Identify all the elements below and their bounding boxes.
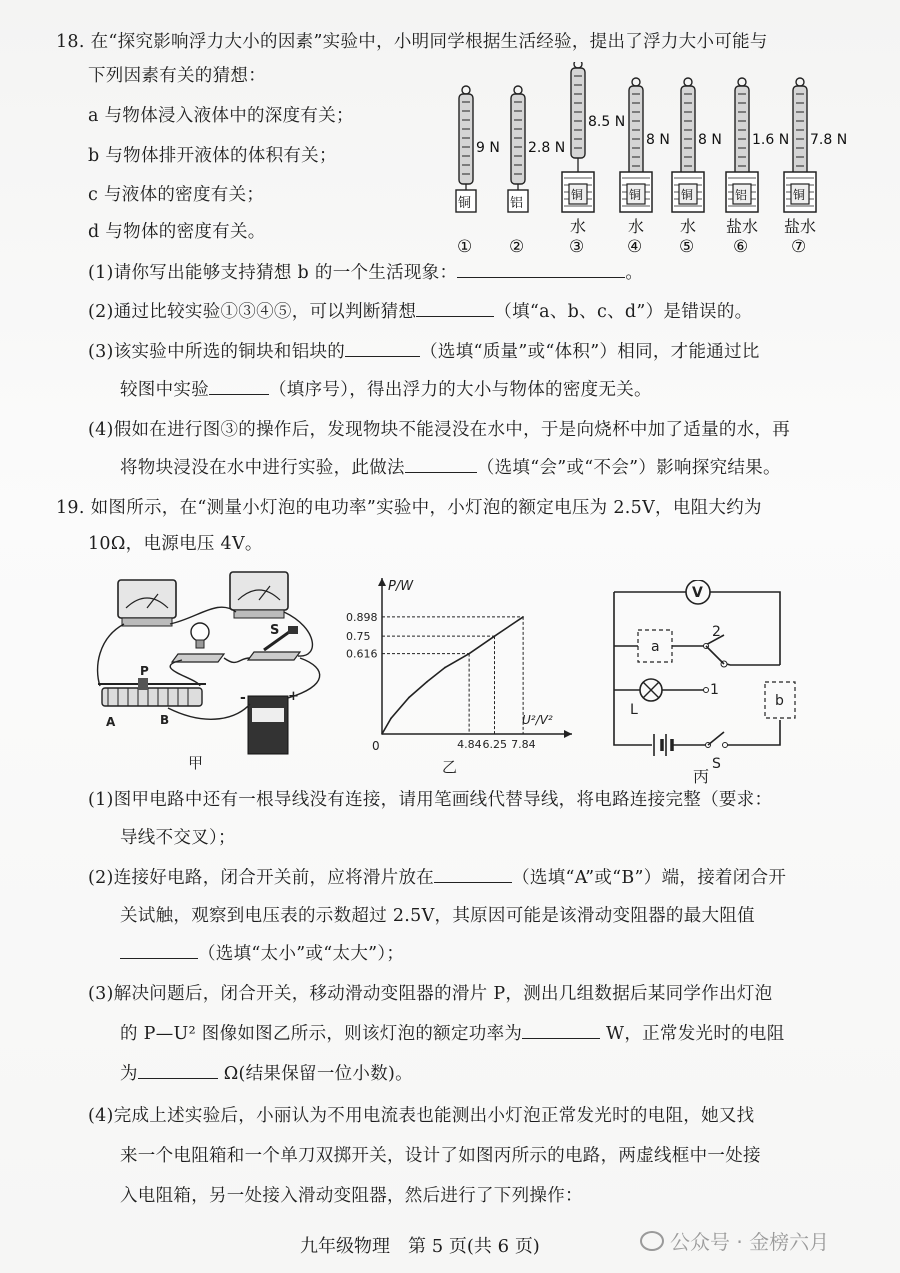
battery-minus-label: - [240, 690, 246, 706]
scale-hook-top [738, 78, 746, 86]
q18-header: 18. 在“探究影响浮力大小的因素”实验中，小明同学根据生活经验，提出了浮力大小可能与 [56, 32, 768, 52]
y-axis-arrow [378, 578, 386, 586]
spring-scale-6 [726, 78, 789, 257]
q19-part2: (2)连接好电路，闭合开关前，应将滑片放在 （选填“A”或“B”）端，接着闭合开 [88, 868, 787, 888]
terminal-b-label: B [160, 713, 170, 727]
x-tick-label: 7.84 [511, 738, 536, 751]
q18-hypothesis-d: d 与物体的密度有关。 [88, 222, 266, 242]
scale-hook-top [574, 62, 582, 68]
voltmeter-symbol-icon [686, 580, 710, 604]
switch-label: S [270, 623, 280, 638]
lamp-icon [172, 623, 224, 662]
experiment-number: ④ [627, 237, 643, 257]
scale-hook-top [462, 86, 470, 94]
data-point [408, 697, 410, 699]
scale-hook-top [796, 78, 804, 86]
q19-part4-cont: 来一个电阻箱和一个单刀双掷开关，设计了如图丙所示的电路，两虚线框中一处接 [120, 1146, 761, 1166]
lamp-label: L [630, 702, 638, 718]
data-point [390, 718, 392, 720]
spring-scale-3 [562, 62, 625, 257]
scale-reading: 7.8 N [810, 132, 848, 148]
fig-jia-caption: 甲 [188, 754, 204, 772]
q18-part3: (3)该实验中所选的铜块和铝块的 （选填“质量”或“体积”）相同，才能通过比 [88, 342, 760, 362]
rheostat-icon [98, 664, 206, 729]
terminal-a-label: A [106, 715, 116, 729]
liquid-label: 盐水 [726, 217, 759, 236]
y-tick-label: 0.898 [346, 610, 378, 624]
y-tick-label: 0.616 [346, 647, 378, 661]
wechat-icon [640, 1231, 664, 1251]
battery-plus-label: + [288, 689, 299, 704]
scale-hook-top [514, 86, 522, 94]
q18-hypothesis-c: c 与液体的密度有关； [88, 185, 265, 205]
block-material: 铜 [793, 188, 806, 202]
slider-label: P [140, 664, 149, 678]
data-series-line [382, 617, 523, 734]
fig-yi-caption: 乙 [442, 758, 458, 776]
q19-part3: (3)解决问题后，闭合开关，移动滑动变阻器的滑片 P，测出几组数据后某同学作出灯泡 [88, 984, 773, 1004]
spring-scale-5 [672, 78, 722, 257]
scale-hook-top [632, 78, 640, 86]
block-material: 铜 [681, 188, 694, 202]
q19-header: 19. 如图所示，在“测量小灯泡的电功率”实验中，小灯泡的额定电压为 2.5V，电阻大约为 [56, 498, 762, 518]
circuit-figure-jia [88, 568, 338, 773]
switch-icon [248, 623, 300, 660]
liquid-label: 水 [628, 217, 645, 236]
scale-body [629, 86, 643, 176]
experiment-number: ③ [569, 237, 585, 257]
block-material: 铝 [735, 188, 748, 202]
fig-bing-caption: 丙 [693, 767, 710, 786]
page-footer: 九年级物理 第 5 页(共 6 页) [300, 1236, 540, 1257]
data-point [494, 635, 496, 637]
scale-body [735, 86, 749, 176]
scale-reading: 9 N [476, 140, 500, 156]
q18-header-cont: 下列因素有关的猜想： [88, 66, 266, 86]
x-tick-label: 6.25 [482, 738, 507, 751]
q18-part1: (1)请你写出能够支持猜想 b 的一个生活现象： 。 [88, 263, 644, 283]
q19-part4: (4)完成上述实验后，小丽认为不用电流表也能测出小灯泡正常发光时的电阻，她又找 [88, 1106, 755, 1126]
liquid-label: 盐水 [784, 217, 817, 236]
spring-scale-7 [784, 78, 847, 257]
y-tick-label: 0.75 [346, 630, 371, 644]
data-point [522, 616, 524, 618]
switch-s-label: S [712, 756, 721, 772]
ammeter-icon [230, 572, 288, 618]
experiment-number: ⑤ [679, 237, 695, 257]
q18-hypothesis-b: b 与物体排开液体的体积有关； [88, 146, 337, 166]
lamp-symbol-icon [640, 679, 662, 701]
circuit-figure-bing [600, 580, 810, 775]
scale-body [681, 86, 695, 176]
voltmeter-icon [118, 580, 176, 626]
spdt-contact-2: 2 [712, 624, 721, 640]
data-point [426, 681, 428, 683]
q18-part4-cont: 将物块浸没在水中进行实验，此做法 （选填“会”或“不会”）影响探究结果。 [120, 458, 781, 478]
voltmeter-label: V [692, 585, 703, 601]
schematic-wires [614, 592, 780, 745]
scale-reading: 8.5 N [588, 114, 626, 130]
data-point [444, 667, 446, 669]
data-point [468, 653, 470, 655]
experiment-number: ① [457, 237, 473, 257]
box-b-label: b [775, 693, 784, 709]
switch-s-blade [708, 732, 724, 745]
battery-symbol-icon [654, 734, 672, 756]
scale-reading: 8 N [646, 132, 670, 148]
scale-reading: 2.8 N [528, 140, 566, 156]
origin-label: 0 [372, 739, 380, 753]
scale-body [571, 68, 585, 158]
scale-body [511, 94, 525, 184]
box-a-label: a [651, 639, 660, 655]
watermark: 公众号 · 金榜六月 [640, 1226, 829, 1255]
spdt-contact-1: 1 [710, 682, 719, 698]
spdt-blade [706, 646, 724, 664]
q19-part1: (1)图甲电路中还有一根导线没有连接，请用笔画线代替导线，将电路连接完整（要求： [88, 790, 773, 810]
scale-reading: 8 N [698, 132, 722, 148]
y-axis-label: P/W [388, 579, 414, 594]
scale-body [793, 86, 807, 176]
q19-header-cont: 10Ω，电源电压 4V。 [88, 534, 263, 554]
buoyancy-figure [440, 62, 870, 262]
q19-part4-cont2: 入电阻箱，另一处接入滑动变阻器，然后进行了下列操作： [120, 1186, 583, 1206]
scale-hook-top [684, 78, 692, 86]
scale-reading: 1.6 N [752, 132, 790, 148]
q18-hypothesis-a: a 与物体浸入液体中的深度有关； [88, 106, 354, 126]
q19-part2-cont: 关试触，观察到电压表的示数超过 2.5V，其原因可能是该滑动变阻器的最大阻值 [120, 906, 755, 926]
q18-part3-cont: 较图中实验 （填序号），得出浮力的大小与物体的密度无关。 [120, 380, 652, 400]
q19-part2-cont2: （选填“太小”或“太大”）； [120, 942, 404, 966]
liquid-label: 水 [570, 217, 587, 236]
block-material: 铝 [510, 196, 524, 211]
block-material: 铜 [458, 196, 472, 211]
block-material: 铜 [629, 188, 642, 202]
x-axis-label: U²/V² [522, 713, 553, 727]
spring-scale-1 [456, 86, 500, 257]
liquid-label: 水 [680, 217, 697, 236]
spring-scale-4 [620, 78, 670, 257]
q19-part3-cont2: 为 Ω(结果保留一位小数)。 [120, 1064, 413, 1084]
experiment-number: ⑥ [733, 237, 749, 257]
x-tick-label: 4.84 [457, 738, 482, 751]
q19-part3-cont: 的 P—U² 图像如图乙所示，则该灯泡的额定功率为 W，正常发光时的电阻 [120, 1024, 785, 1044]
q18-part4: (4)假如在进行图③的操作后，发现物块不能浸没在水中，于是向烧杯中加了适量的水，再 [88, 420, 791, 440]
experiment-number: ⑦ [791, 237, 807, 257]
scale-body [459, 94, 473, 184]
experiment-number: ② [509, 237, 525, 257]
q18-part2: (2)通过比较实验①③④⑤，可以判断猜想 （填“a、b、c、d”）是错误的。 [88, 302, 753, 322]
spring-scale-2 [508, 86, 565, 257]
block-material: 铜 [571, 188, 584, 202]
data-point [381, 733, 383, 735]
q19-part1-cont: 导线不交叉）； [120, 828, 236, 848]
power-voltage-chart [340, 572, 580, 777]
battery-icon [240, 689, 299, 754]
x-axis-arrow [564, 730, 572, 738]
